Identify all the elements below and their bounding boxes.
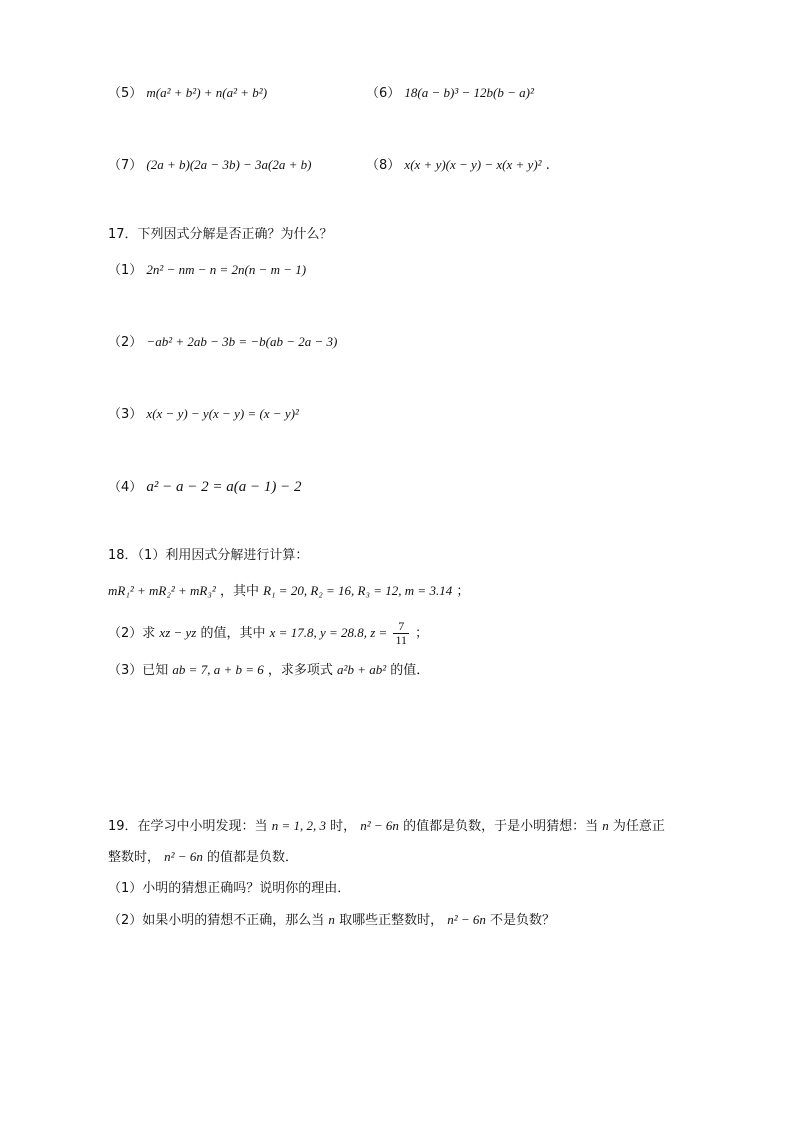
q19-line-1: [108, 817, 665, 836]
q17-item-3: [108, 405, 299, 424]
math-expression: (2a + b)(2a − 3b) − 3a(2a + b): [146, 157, 312, 172]
math-expression: a²b + ab²: [337, 662, 387, 677]
math-condition: ab = 7, a + b = 6: [172, 662, 264, 677]
text: ，其中: [219, 584, 259, 599]
math-expression: n² − 6n: [447, 912, 486, 927]
text: 取哪些正整数时，: [339, 913, 444, 928]
math-expression: 2n² − nm − n = 2n(n − m − 1): [146, 262, 307, 277]
item-label: （3）: [108, 407, 143, 422]
fraction-denominator: 11: [395, 633, 408, 647]
text: 的值．: [390, 663, 430, 678]
q16-item-7: [108, 156, 312, 175]
math-variable: n: [328, 912, 335, 927]
item-label: （7）: [108, 158, 143, 173]
math-expression: xz − yz: [159, 625, 197, 640]
q19-sub-2: [108, 911, 555, 930]
q17-item-4: [108, 478, 302, 497]
text: （2）如果小明的猜想不正确，那么当: [108, 913, 325, 928]
math-expression: n² − 6n: [164, 849, 203, 864]
math-values: n = 1, 2, 3: [271, 818, 326, 833]
math-values: R₁ = 20, R₂ = 16, R₃ = 12, m = 3.14: [263, 583, 453, 598]
math-expression: −ab² + 2ab − 3b = −b(ab − 2a − 3): [146, 334, 338, 349]
text: ，求多项式: [267, 663, 333, 678]
text: 19．在学习中小明发现：当: [108, 819, 268, 834]
semicolon: ；: [456, 584, 470, 599]
q18-line-2: [108, 620, 428, 647]
semicolon: ；: [415, 626, 429, 641]
q16-item-8: [366, 156, 550, 175]
math-variable: n: [602, 818, 609, 833]
math-expression: m(a² + b²) + n(a² + b²): [146, 85, 268, 100]
fraction-numerator: 7: [393, 620, 409, 634]
item-label: （1）: [108, 263, 143, 278]
q19-line-2: [108, 848, 298, 867]
item-label: （2）: [108, 335, 143, 350]
q17-item-2: [108, 333, 337, 352]
math-expression: x(x − y) − y(x − y) = (x − y)²: [146, 406, 299, 421]
math-expression: x(x + y)(x − y) − x(x + y)²: [404, 157, 542, 172]
math-expression: mR₁² + mR₂² + mR₃²: [108, 583, 216, 598]
fraction: [393, 620, 409, 647]
q17-title: 17．下列因式分解是否正确？为什么？: [108, 227, 333, 242]
text: （2）求: [108, 626, 156, 641]
item-label: （5）: [108, 86, 143, 101]
item-label: （4）: [108, 480, 143, 495]
item-label: （6）: [366, 86, 401, 101]
text: 时，: [330, 819, 357, 834]
q18-line-3: [108, 661, 429, 680]
text: 不是负数？: [490, 913, 556, 928]
text: 为任意正: [612, 819, 665, 834]
math-expression: a² − a − 2 = a(a − 1) − 2: [146, 479, 302, 495]
q17-item-1: [108, 261, 306, 280]
q18-line-1: [108, 582, 469, 601]
text: 整数时，: [108, 850, 161, 865]
math-expression: n² − 6n: [360, 818, 399, 833]
math-values: x = 17.8, y = 28.8, z =: [269, 625, 388, 640]
text: 的值，其中: [200, 626, 266, 641]
q18-title: 18．（1）利用因式分解进行计算：: [108, 548, 309, 563]
q16-item-6: [366, 84, 534, 103]
q16-item-5: [108, 84, 267, 103]
text: 的值都是负数．: [206, 850, 298, 865]
text: （3）已知: [108, 663, 169, 678]
period: .: [545, 158, 550, 173]
text: 的值都是负数，于是小明猜想：当: [403, 819, 599, 834]
q19-sub-1: （1）小明的猜想正确吗？说明你的理由．: [108, 881, 351, 896]
item-label: （8）: [366, 158, 401, 173]
math-expression: 18(a − b)³ − 12b(b − a)²: [404, 85, 534, 100]
